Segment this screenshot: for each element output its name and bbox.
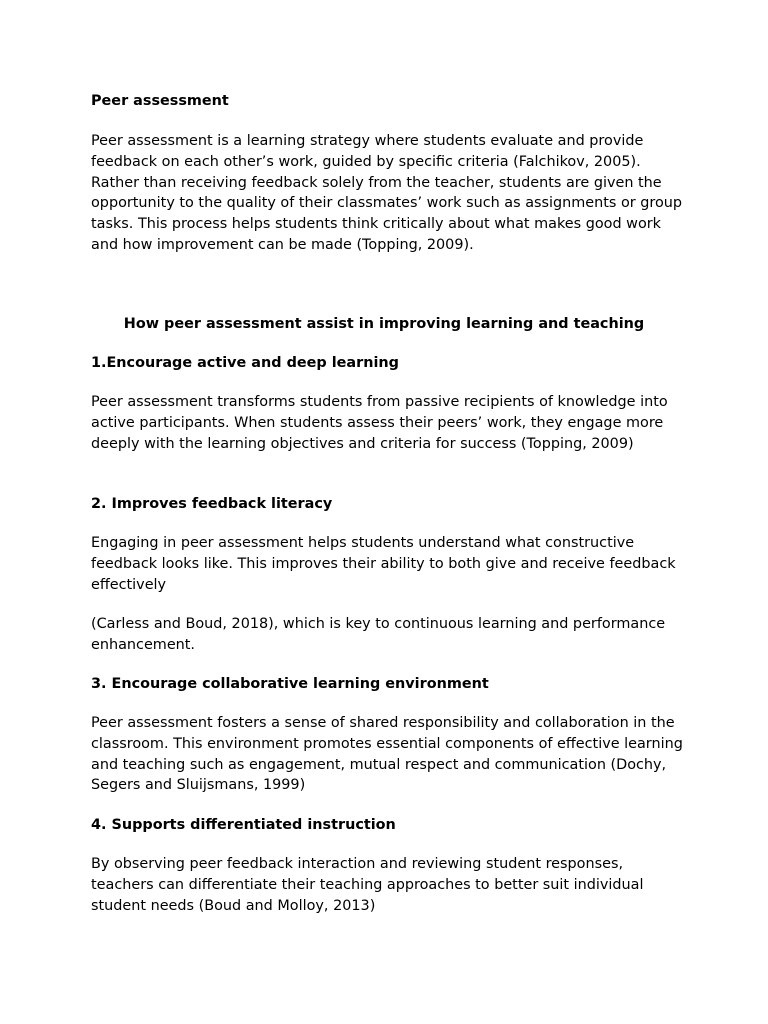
point-3-heading: 3. Encourage collaborative learning environment xyxy=(91,676,489,692)
document-page xyxy=(91,0,691,1024)
point-1-heading: 1.Encourage active and deep learning xyxy=(91,355,399,371)
point-2-paragraph-1: Engaging in peer assessment helps students understand what constructive feedback looks like. This improves their ability to both give and receive feedback effectively xyxy=(91,535,676,593)
intro-paragraph: Peer assessment is a learning strategy where students evaluate and provide feedback on each other’s work, guided by specific criteria (Falchikov, 2005). Rather than receiving feedback solely from the teacher, students are given the opportunity to the quality of their classmates’ work such as assignments or group tasks. This process helps students think critically about what makes good work and how improvement can be made (Topping, 2009). xyxy=(91,133,683,253)
point-4-heading: 4. Supports differentiated instruction xyxy=(91,817,396,833)
point-3-paragraph: Peer assessment fosters a sense of shared responsibility and collaboration in the classroom. This environment promotes essential components of effective learning and teaching such as engagement, mutual respect and communication (Dochy, Segers and Sluijsmans, 1999) xyxy=(91,715,683,794)
point-1-paragraph: Peer assessment transforms students from passive recipients of knowledge into active participants. When students assess their peers’ work, they engage more deeply with the learning objectives and criteria for success (Topping, 2009) xyxy=(91,394,668,452)
document-title: Peer assessment xyxy=(91,93,229,109)
point-2-heading: 2. Improves feedback literacy xyxy=(91,496,333,512)
section-heading: How peer assessment assist in improving learning and teaching xyxy=(123,316,645,332)
point-4-paragraph: By observing peer feedback interaction and reviewing student responses, teachers can differentiate their teaching approaches to better suit individual student needs (Boud and Molloy, 2013) xyxy=(91,856,644,914)
point-2-paragraph-2: (Carless and Boud, 2018), which is key to continuous learning and performance enhancement. xyxy=(91,616,666,653)
